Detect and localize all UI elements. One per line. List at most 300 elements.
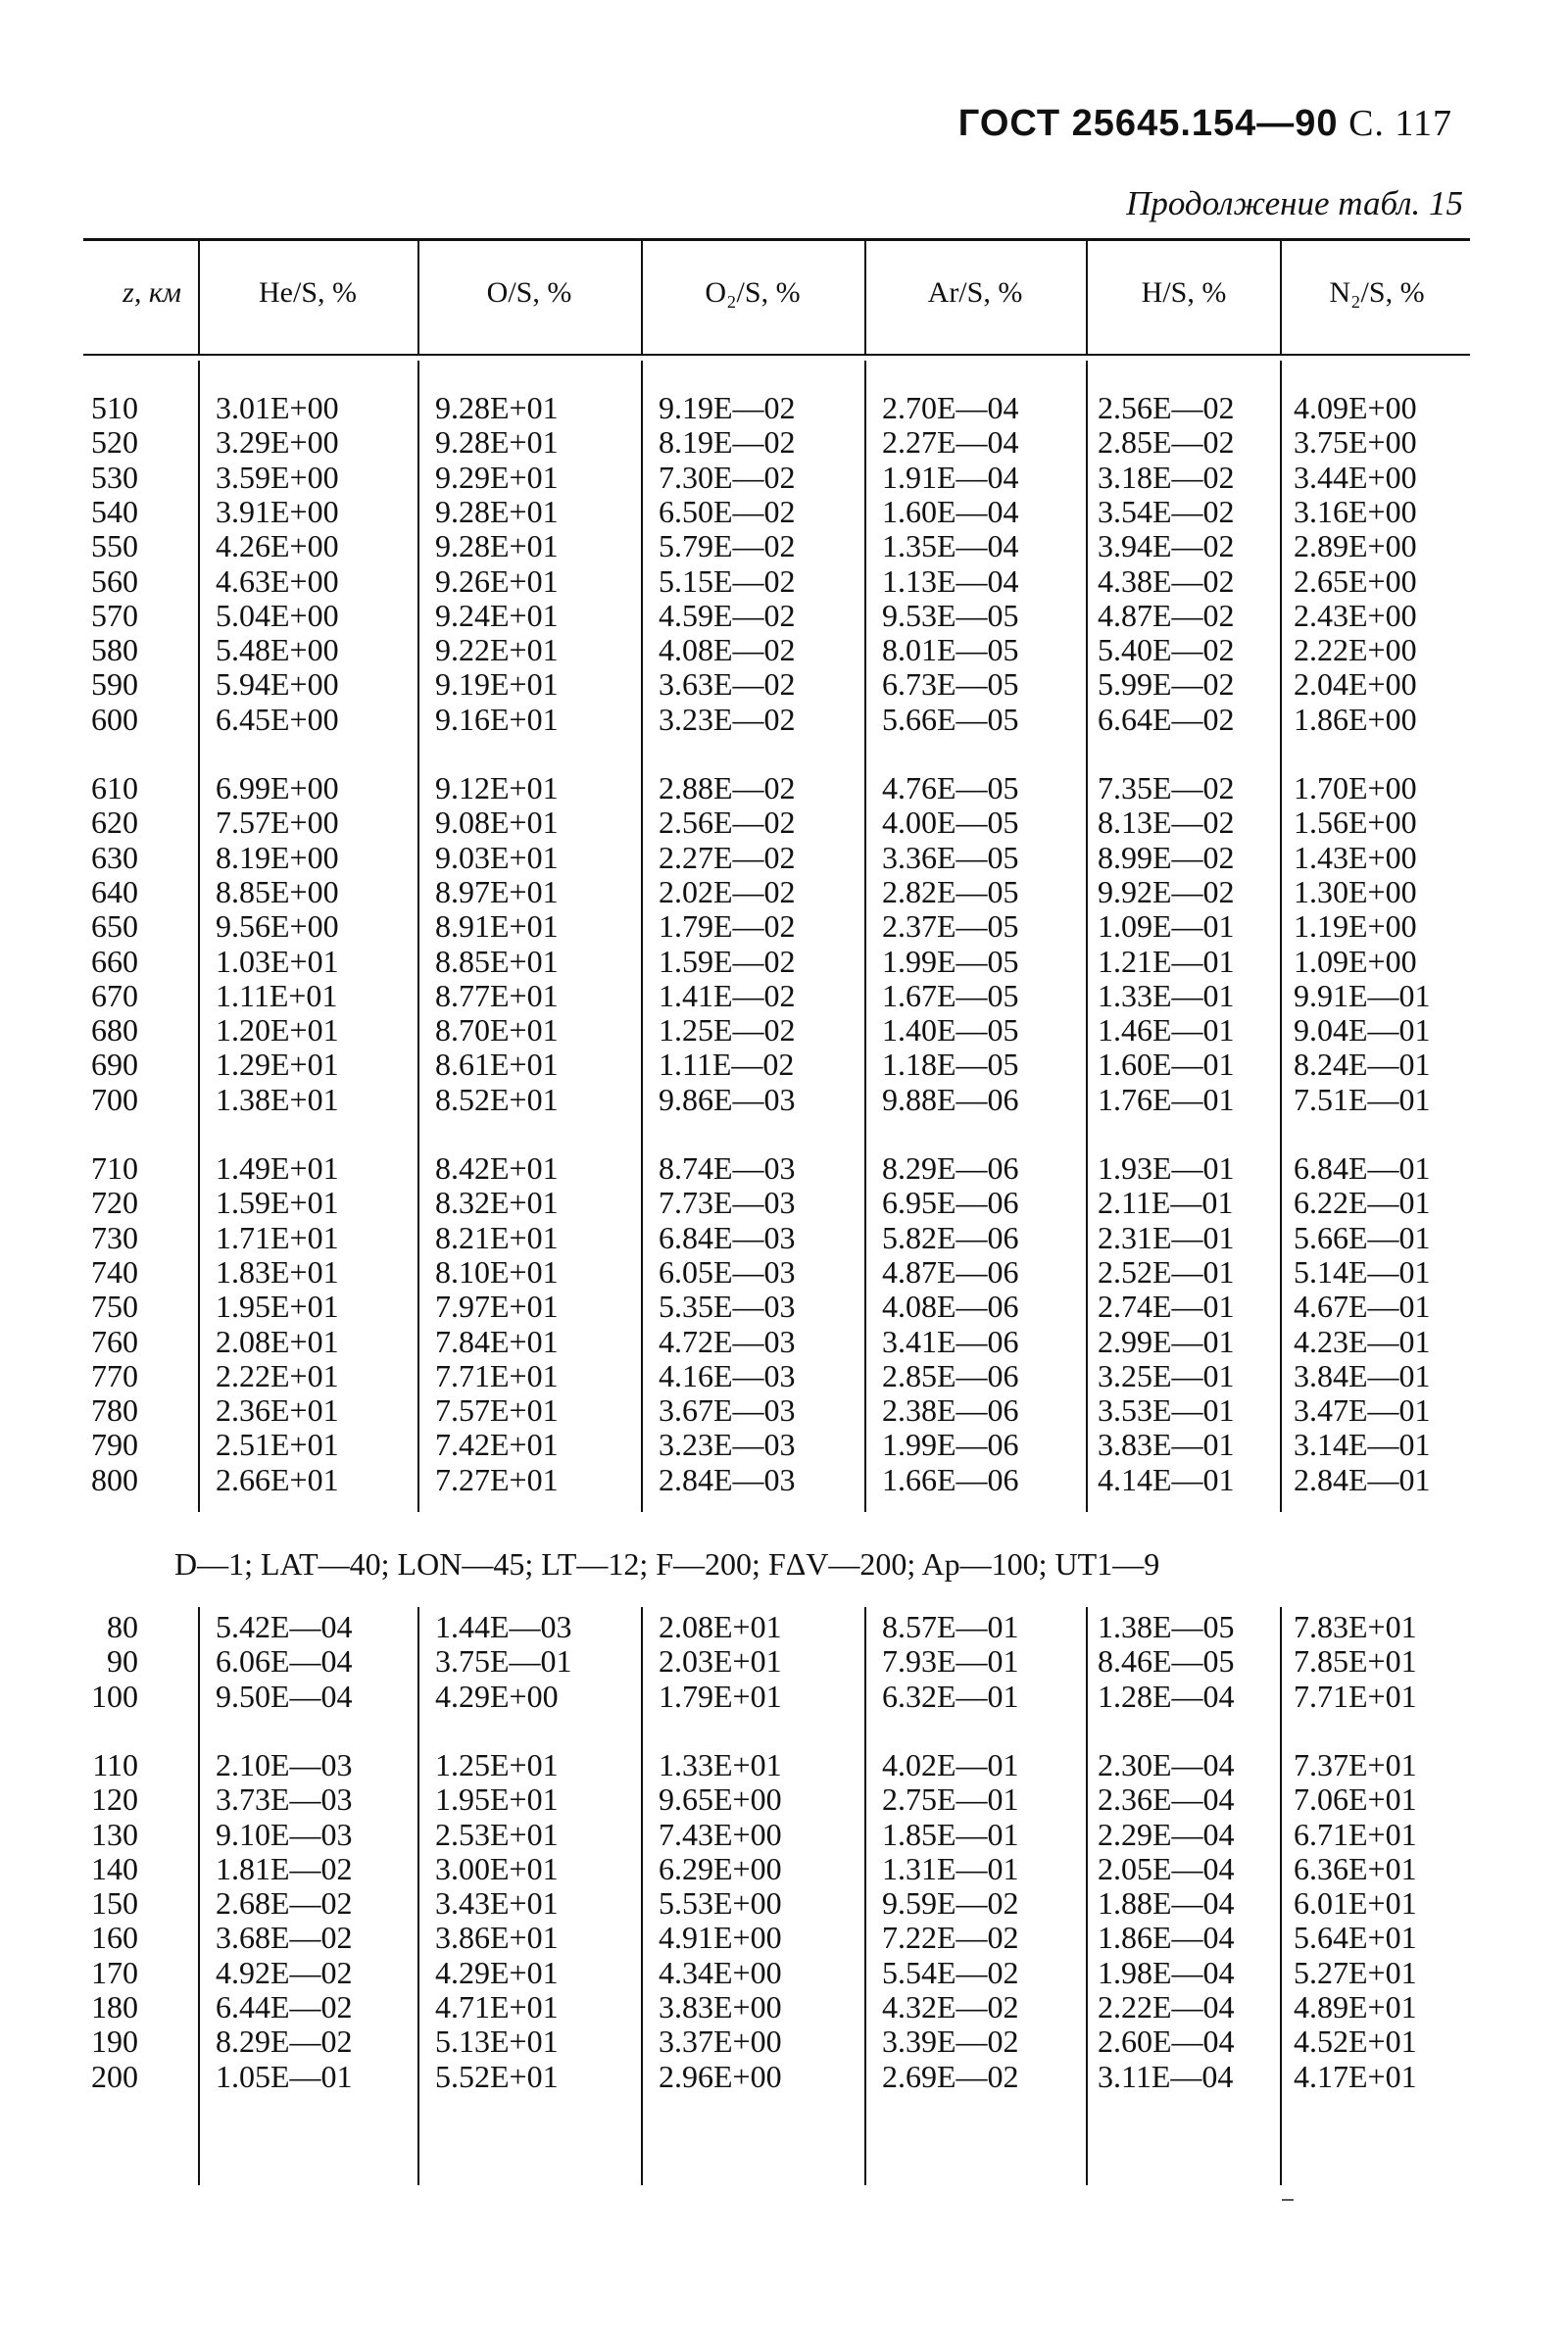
he-cell: 6.44E—02 — [216, 1989, 353, 2024]
o-cell: 9.28E+01 — [435, 390, 559, 425]
n2-cell: 3.75E+00 — [1294, 424, 1417, 461]
h-cell: 4.14E—01 — [1098, 1461, 1235, 1497]
n2-cell: 4.52E+01 — [1294, 2024, 1417, 2060]
h-cell: 3.83E—01 — [1098, 1427, 1235, 1463]
he-cell: 3.91E+00 — [216, 493, 339, 529]
altitude-cell: 140 — [91, 1850, 138, 1886]
altitude-cell: 790 — [91, 1427, 138, 1463]
he-cell: 6.99E+00 — [216, 770, 339, 805]
altitude-cell: 650 — [91, 908, 138, 945]
h-cell: 2.30E—04 — [1098, 1746, 1235, 1782]
n2-cell: 9.04E—01 — [1294, 1012, 1431, 1049]
n2-cell: 1.56E+00 — [1294, 805, 1417, 841]
h-cell: 2.22E—04 — [1098, 1989, 1235, 2024]
ar-cell: 1.60E—04 — [882, 493, 1019, 529]
o2-cell: 2.02E—02 — [659, 873, 796, 909]
n2-cell: 3.84E—01 — [1294, 1357, 1431, 1393]
column-divider — [641, 1607, 643, 2185]
h-cell: 1.09E—01 — [1098, 908, 1235, 945]
altitude-cell: 100 — [91, 1678, 138, 1714]
h-cell: 2.74E—01 — [1098, 1289, 1235, 1325]
n2-cell: 2.04E+00 — [1294, 666, 1417, 703]
o2-cell: 5.35E—03 — [659, 1289, 796, 1325]
column-divider — [864, 361, 866, 1512]
altitude-cell: 630 — [91, 839, 138, 875]
altitude-cell: 590 — [91, 666, 138, 703]
o2-cell: 4.08E—02 — [659, 632, 796, 668]
h-cell: 8.13E—02 — [1098, 805, 1235, 841]
he-cell: 1.59E+01 — [216, 1185, 339, 1221]
column-header-h: H/S, % — [1141, 276, 1227, 309]
ar-cell: 4.32E—02 — [882, 1989, 1019, 2024]
o2-cell: 5.79E—02 — [659, 528, 796, 564]
o2-cell: 2.88E—02 — [659, 770, 796, 805]
he-cell: 6.06E—04 — [216, 1643, 353, 1680]
n2-cell: 8.24E—01 — [1294, 1047, 1431, 1083]
ar-cell: 8.29E—06 — [882, 1150, 1019, 1186]
n2-cell: 1.43E+00 — [1294, 839, 1417, 875]
ar-cell: 4.76E—05 — [882, 770, 1019, 805]
o-cell: 8.97E+01 — [435, 873, 559, 909]
o2-cell: 4.59E—02 — [659, 597, 796, 633]
o-cell: 8.10E+01 — [435, 1253, 559, 1290]
altitude-cell: 160 — [91, 1920, 138, 1956]
o-cell: 9.19E+01 — [435, 666, 559, 703]
ar-cell: 1.67E—05 — [882, 977, 1019, 1013]
column-divider — [1280, 361, 1282, 1512]
column-divider — [1280, 1607, 1282, 2185]
ar-cell: 9.59E—02 — [882, 1885, 1019, 1922]
h-cell: 3.25E—01 — [1098, 1357, 1235, 1393]
h-cell: 2.31E—01 — [1098, 1219, 1235, 1255]
altitude-cell: 180 — [91, 1989, 138, 2024]
h-cell: 1.46E—01 — [1098, 1012, 1235, 1049]
n2-cell: 6.84E—01 — [1294, 1150, 1431, 1186]
o2-cell: 3.67E—03 — [659, 1392, 796, 1429]
o2-cell: 1.59E—02 — [659, 943, 796, 979]
ar-cell: 7.22E—02 — [882, 1920, 1019, 1956]
n2-cell: 4.09E+00 — [1294, 390, 1417, 425]
ar-cell: 2.70E—04 — [882, 390, 1019, 425]
o2-cell: 2.08E+01 — [659, 1609, 782, 1644]
n2-cell: 7.83E+01 — [1294, 1609, 1417, 1644]
column-divider — [198, 361, 200, 1512]
o-cell: 8.91E+01 — [435, 908, 559, 945]
he-cell: 5.48E+00 — [216, 632, 339, 668]
h-cell: 2.56E—02 — [1098, 390, 1235, 425]
he-cell: 6.45E+00 — [216, 701, 339, 737]
h-cell: 1.98E—04 — [1098, 1954, 1235, 1990]
h-cell: 3.54E—02 — [1098, 493, 1235, 529]
column-divider — [1086, 240, 1088, 356]
he-cell: 8.29E—02 — [216, 2024, 353, 2060]
column-divider — [864, 240, 866, 356]
column-header-ar: Ar/S, % — [927, 276, 1023, 309]
o-cell: 4.71E+01 — [435, 1989, 559, 2024]
ar-cell: 4.08E—06 — [882, 1289, 1019, 1325]
o-cell: 9.28E+01 — [435, 424, 559, 461]
he-cell: 2.51E+01 — [216, 1427, 339, 1463]
o-cell: 9.12E+01 — [435, 770, 559, 805]
ar-cell: 4.87E—06 — [882, 1253, 1019, 1290]
o-cell: 3.00E+01 — [435, 1850, 559, 1886]
n2-cell: 1.09E+00 — [1294, 943, 1417, 979]
altitude-cell: 190 — [91, 2024, 138, 2060]
column-header-o: O/S, % — [486, 276, 572, 309]
altitude-cell: 510 — [91, 390, 138, 425]
h-cell: 2.60E—04 — [1098, 2024, 1235, 2060]
he-cell: 2.08E+01 — [216, 1323, 339, 1359]
he-cell: 5.94E+00 — [216, 666, 339, 703]
o2-cell: 1.11E—02 — [659, 1047, 795, 1083]
he-cell: 1.03E+01 — [216, 943, 339, 979]
h-cell: 1.60E—01 — [1098, 1047, 1235, 1083]
o-cell: 1.44E—03 — [435, 1609, 572, 1644]
h-cell: 1.88E—04 — [1098, 1885, 1235, 1922]
he-cell: 3.01E+00 — [216, 390, 339, 425]
ar-cell: 2.75E—01 — [882, 1781, 1019, 1818]
o2-cell: 6.84E—03 — [659, 1219, 796, 1255]
altitude-cell: 540 — [91, 493, 138, 529]
column-header-o2: O₂/S, % — [705, 276, 801, 309]
he-cell: 3.59E+00 — [216, 459, 339, 495]
altitude-cell: 150 — [91, 1885, 138, 1922]
n2-cell: 6.01E+01 — [1294, 1885, 1417, 1922]
o-cell: 8.85E+01 — [435, 943, 559, 979]
n2-cell: 7.37E+01 — [1294, 1746, 1417, 1782]
n2-cell: 7.51E—01 — [1294, 1081, 1431, 1117]
o-cell: 8.52E+01 — [435, 1081, 559, 1117]
o-cell: 5.13E+01 — [435, 2024, 559, 2060]
altitude-cell: 570 — [91, 597, 138, 633]
altitude-cell: 680 — [91, 1012, 138, 1049]
o2-cell: 2.84E—03 — [659, 1461, 796, 1497]
column-divider — [417, 361, 419, 1512]
he-cell: 9.50E—04 — [216, 1678, 353, 1714]
he-cell: 1.20E+01 — [216, 1012, 339, 1049]
altitude-cell: 200 — [91, 2058, 138, 2094]
altitude-cell: 80 — [107, 1609, 138, 1644]
n2-cell: 4.23E—01 — [1294, 1323, 1431, 1359]
n2-cell: 7.71E+01 — [1294, 1678, 1417, 1714]
n2-cell: 3.44E+00 — [1294, 459, 1417, 495]
table-header-rule — [83, 354, 1470, 356]
n2-cell: 1.86E+00 — [1294, 701, 1417, 737]
ar-cell: 1.13E—04 — [882, 562, 1019, 599]
column-divider — [1086, 1607, 1088, 2185]
ar-cell: 9.53E—05 — [882, 597, 1019, 633]
ar-cell: 3.36E—05 — [882, 839, 1019, 875]
o-cell: 2.53E+01 — [435, 1816, 559, 1852]
h-cell: 3.53E—01 — [1098, 1392, 1235, 1429]
n2-cell: 2.65E+00 — [1294, 562, 1417, 599]
o2-cell: 2.96E+00 — [659, 2058, 782, 2094]
o2-cell: 6.50E—02 — [659, 493, 796, 529]
n2-cell: 2.84E—01 — [1294, 1461, 1431, 1497]
o2-cell: 7.73E—03 — [659, 1185, 796, 1221]
he-cell: 8.19E+00 — [216, 839, 339, 875]
h-cell: 2.85E—02 — [1098, 424, 1235, 461]
o2-cell: 5.15E—02 — [659, 562, 796, 599]
h-cell: 3.11E—04 — [1098, 2058, 1234, 2094]
o-cell: 8.61E+01 — [435, 1047, 559, 1083]
altitude-cell: 770 — [91, 1357, 138, 1393]
h-cell: 1.86E—04 — [1098, 1920, 1235, 1956]
o2-cell: 9.65E+00 — [659, 1781, 782, 1818]
o-cell: 3.43E+01 — [435, 1885, 559, 1922]
h-cell: 2.52E—01 — [1098, 1253, 1235, 1290]
o2-cell: 7.30E—02 — [659, 459, 796, 495]
altitude-cell: 710 — [91, 1150, 138, 1186]
he-cell: 4.26E+00 — [216, 528, 339, 564]
ar-cell: 1.31E—01 — [882, 1850, 1019, 1886]
he-cell: 3.29E+00 — [216, 424, 339, 461]
altitude-cell: 780 — [91, 1392, 138, 1429]
altitude-cell: 530 — [91, 459, 138, 495]
o2-cell: 4.34E+00 — [659, 1954, 782, 1990]
document-code: ГОСТ 25645.154—90 — [957, 103, 1339, 144]
altitude-cell: 90 — [107, 1643, 138, 1680]
h-cell: 9.92E—02 — [1098, 873, 1235, 909]
he-cell: 1.29E+01 — [216, 1047, 339, 1083]
n2-cell: 2.89E+00 — [1294, 528, 1417, 564]
he-cell: 1.05E—01 — [216, 2058, 353, 2094]
o-cell: 3.75E—01 — [435, 1643, 572, 1680]
ar-cell: 1.35E—04 — [882, 528, 1019, 564]
ar-cell: 9.88E—06 — [882, 1081, 1019, 1117]
n2-cell: 3.16E+00 — [1294, 493, 1417, 529]
n2-cell: 1.70E+00 — [1294, 770, 1417, 805]
h-cell: 2.36E—04 — [1098, 1781, 1235, 1818]
ar-cell: 8.57E—01 — [882, 1609, 1019, 1644]
altitude-cell: 740 — [91, 1253, 138, 1290]
n2-cell: 3.47E—01 — [1294, 1392, 1431, 1429]
o2-cell: 8.74E—03 — [659, 1150, 796, 1186]
he-cell: 2.22E+01 — [216, 1357, 339, 1393]
o2-cell: 1.25E—02 — [659, 1012, 796, 1049]
o2-cell: 3.83E+00 — [659, 1989, 782, 2024]
n2-cell: 5.66E—01 — [1294, 1219, 1431, 1255]
column-divider — [864, 1607, 866, 2185]
column-divider — [417, 240, 419, 356]
ar-cell: 5.54E—02 — [882, 1954, 1019, 1990]
ar-cell: 6.32E—01 — [882, 1678, 1019, 1714]
o2-cell: 6.05E—03 — [659, 1253, 796, 1290]
column-header-he: He/S, % — [259, 276, 357, 309]
column-divider — [198, 240, 200, 356]
n2-cell: 5.64E+01 — [1294, 1920, 1417, 1956]
n2-cell: 5.27E+01 — [1294, 1954, 1417, 1990]
o2-cell: 3.63E—02 — [659, 666, 796, 703]
he-cell: 4.63E+00 — [216, 562, 339, 599]
o-cell: 9.08E+01 — [435, 805, 559, 841]
ar-cell: 5.82E—06 — [882, 1219, 1019, 1255]
ar-cell: 3.41E—06 — [882, 1323, 1019, 1359]
table-continuation-label: Продолжение табл. 15 — [1126, 184, 1463, 222]
h-cell: 1.93E—01 — [1098, 1150, 1235, 1186]
column-header-n2: N₂/S, % — [1329, 276, 1425, 309]
o2-cell: 3.23E—02 — [659, 701, 796, 737]
altitude-cell: 800 — [91, 1461, 138, 1497]
o-cell: 9.29E+01 — [435, 459, 559, 495]
altitude-cell: 640 — [91, 873, 138, 909]
column-divider — [641, 361, 643, 1512]
h-cell: 6.64E—02 — [1098, 701, 1235, 737]
h-cell: 4.87E—02 — [1098, 597, 1235, 633]
h-cell: 3.94E—02 — [1098, 528, 1235, 564]
n2-cell: 3.14E—01 — [1294, 1427, 1431, 1463]
he-cell: 2.68E—02 — [216, 1885, 353, 1922]
n2-cell: 2.22E+00 — [1294, 632, 1417, 668]
altitude-cell: 120 — [91, 1781, 138, 1818]
o2-cell: 8.19E—02 — [659, 424, 796, 461]
he-cell: 1.83E+01 — [216, 1253, 339, 1290]
o-cell: 9.16E+01 — [435, 701, 559, 737]
o-cell: 9.28E+01 — [435, 493, 559, 529]
altitude-cell: 170 — [91, 1954, 138, 1990]
altitude-cell: 560 — [91, 562, 138, 599]
h-cell: 8.99E—02 — [1098, 839, 1235, 875]
he-cell: 3.73E—03 — [216, 1781, 353, 1818]
column-divider — [1280, 240, 1282, 356]
n2-cell: 9.91E—01 — [1294, 977, 1431, 1013]
he-cell: 2.36E+01 — [216, 1392, 339, 1429]
column-divider — [198, 1607, 200, 2185]
column-divider — [641, 240, 643, 356]
ar-cell: 1.40E—05 — [882, 1012, 1019, 1049]
he-cell: 2.66E+01 — [216, 1461, 339, 1497]
altitude-cell: 600 — [91, 701, 138, 737]
section-parameters-subtitle: D—1; LAT—40; LON—45; LT—12; F—200; FΔV—200; Ap—100; UT1—9 — [174, 1546, 1160, 1582]
o2-cell: 4.72E—03 — [659, 1323, 796, 1359]
ar-cell: 2.37E—05 — [882, 908, 1019, 945]
o2-cell: 1.41E—02 — [659, 977, 796, 1013]
o-cell: 7.97E+01 — [435, 1289, 559, 1325]
o-cell: 9.28E+01 — [435, 528, 559, 564]
ar-cell: 7.93E—01 — [882, 1643, 1019, 1680]
altitude-cell: 550 — [91, 528, 138, 564]
n2-cell: 6.22E—01 — [1294, 1185, 1431, 1221]
n2-cell: 6.71E+01 — [1294, 1816, 1417, 1852]
ar-cell: 1.85E—01 — [882, 1816, 1019, 1852]
column-header-altitude: z, км — [122, 276, 181, 309]
o-cell: 5.52E+01 — [435, 2058, 559, 2094]
o-cell: 7.42E+01 — [435, 1427, 559, 1463]
h-cell: 2.11E—01 — [1098, 1185, 1234, 1221]
ar-cell: 2.85E—06 — [882, 1357, 1019, 1393]
o-cell: 4.29E+00 — [435, 1678, 559, 1714]
page-number: С. 117 — [1348, 103, 1452, 144]
h-cell: 1.76E—01 — [1098, 1081, 1235, 1117]
ar-cell: 2.82E—05 — [882, 873, 1019, 909]
o2-cell: 3.37E+00 — [659, 2024, 782, 2060]
n2-cell: 4.67E—01 — [1294, 1289, 1431, 1325]
altitude-cell: 660 — [91, 943, 138, 979]
table-top-rule — [83, 238, 1470, 241]
o2-cell: 4.16E—03 — [659, 1357, 796, 1393]
he-cell: 1.95E+01 — [216, 1289, 339, 1325]
ar-cell: 3.39E—02 — [882, 2024, 1019, 2060]
altitude-cell: 610 — [91, 770, 138, 805]
page-header — [958, 102, 1452, 145]
o-cell: 1.25E+01 — [435, 1746, 559, 1782]
o-cell: 7.71E+01 — [435, 1357, 559, 1393]
n2-cell: 1.30E+00 — [1294, 873, 1417, 909]
h-cell: 1.38E—05 — [1098, 1609, 1235, 1644]
he-cell: 1.38E+01 — [216, 1081, 339, 1117]
h-cell: 1.28E—04 — [1098, 1678, 1235, 1714]
he-cell: 9.10E—03 — [216, 1816, 353, 1852]
o-cell: 8.70E+01 — [435, 1012, 559, 1049]
altitude-cell: 110 — [92, 1746, 138, 1782]
altitude-cell: 760 — [91, 1323, 138, 1359]
o2-cell: 1.79E+01 — [659, 1678, 782, 1714]
o2-cell: 9.86E—03 — [659, 1081, 796, 1117]
altitude-cell: 690 — [91, 1047, 138, 1083]
o-cell: 8.77E+01 — [435, 977, 559, 1013]
o-cell: 7.27E+01 — [435, 1461, 559, 1497]
o2-cell: 3.23E—03 — [659, 1427, 796, 1463]
ar-cell: 8.01E—05 — [882, 632, 1019, 668]
o-cell: 7.84E+01 — [435, 1323, 559, 1359]
altitude-cell: 520 — [91, 424, 138, 461]
h-cell: 2.99E—01 — [1098, 1323, 1235, 1359]
he-cell: 1.49E+01 — [216, 1150, 339, 1186]
altitude-cell: 580 — [91, 632, 138, 668]
ar-cell: 5.66E—05 — [882, 701, 1019, 737]
he-cell: 1.71E+01 — [216, 1219, 339, 1255]
o-cell: 9.22E+01 — [435, 632, 559, 668]
ar-cell: 4.02E—01 — [882, 1746, 1019, 1782]
ar-cell: 2.69E—02 — [882, 2058, 1019, 2094]
altitude-cell: 670 — [91, 977, 138, 1013]
ar-cell: 1.91E—04 — [882, 459, 1019, 495]
ar-cell: 1.99E—06 — [882, 1427, 1019, 1463]
o2-cell: 9.19E—02 — [659, 390, 796, 425]
ar-cell: 1.18E—05 — [882, 1047, 1019, 1083]
n2-cell: 6.36E+01 — [1294, 1850, 1417, 1886]
o-cell: 8.21E+01 — [435, 1219, 559, 1255]
o2-cell: 2.03E+01 — [659, 1643, 782, 1680]
o-cell: 9.03E+01 — [435, 839, 559, 875]
n2-cell: 7.06E+01 — [1294, 1781, 1417, 1818]
altitude-cell: 130 — [91, 1816, 138, 1852]
o2-cell: 7.43E+00 — [659, 1816, 782, 1852]
altitude-cell: 750 — [91, 1289, 138, 1325]
o2-cell: 6.29E+00 — [659, 1850, 782, 1886]
n2-cell: 2.43E+00 — [1294, 597, 1417, 633]
h-cell: 5.99E—02 — [1098, 666, 1235, 703]
he-cell: 4.92E—02 — [216, 1954, 353, 1990]
o-cell: 9.26E+01 — [435, 562, 559, 599]
he-cell: 1.11E+01 — [216, 977, 338, 1013]
page-mark — [1282, 2199, 1294, 2201]
o-cell: 8.42E+01 — [435, 1150, 559, 1186]
he-cell: 5.04E+00 — [216, 597, 339, 633]
altitude-cell: 730 — [91, 1219, 138, 1255]
n2-cell: 1.19E+00 — [1294, 908, 1417, 945]
he-cell: 5.42E—04 — [216, 1609, 353, 1644]
o2-cell: 1.33E+01 — [659, 1746, 782, 1782]
he-cell: 1.81E—02 — [216, 1850, 353, 1886]
altitude-cell: 720 — [91, 1185, 138, 1221]
n2-cell: 4.89E+01 — [1294, 1989, 1417, 2024]
h-cell: 7.35E—02 — [1098, 770, 1235, 805]
ar-cell: 2.38E—06 — [882, 1392, 1019, 1429]
o-cell: 1.95E+01 — [435, 1781, 559, 1818]
he-cell: 7.57E+00 — [216, 805, 339, 841]
ar-cell: 1.66E—06 — [882, 1461, 1019, 1497]
